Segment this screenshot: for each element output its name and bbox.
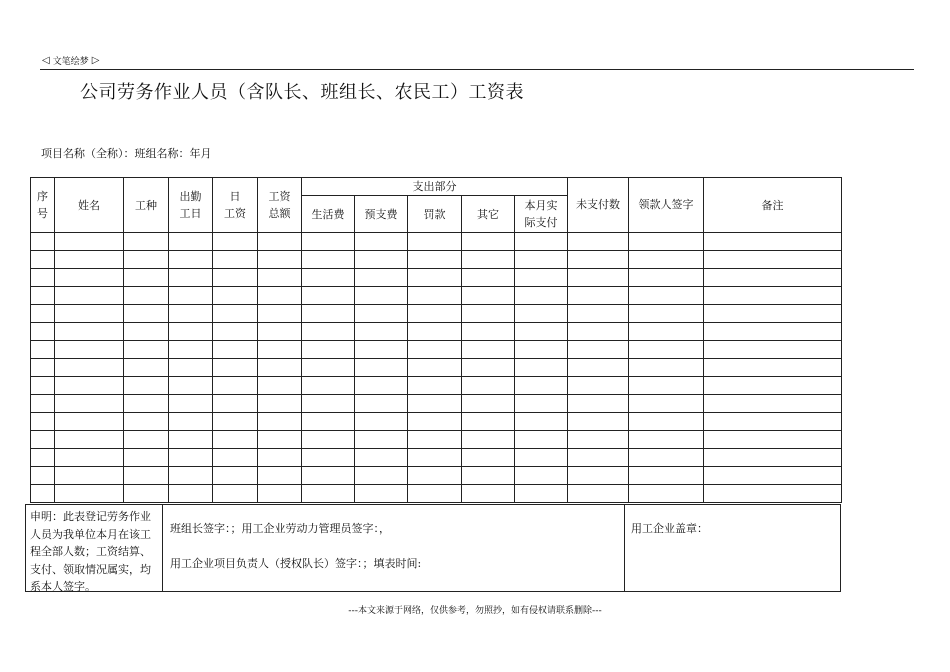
- table-cell: [355, 413, 408, 431]
- table-cell: [704, 323, 842, 341]
- table-cell: [55, 233, 124, 251]
- table-row: [31, 377, 842, 395]
- table-cell: [169, 359, 213, 377]
- table-cell: [629, 305, 704, 323]
- table-cell: [629, 413, 704, 431]
- table-cell: [355, 395, 408, 413]
- table-cell: [302, 323, 355, 341]
- col-total-header: 工资 总额: [258, 178, 302, 233]
- table-cell: [462, 413, 515, 431]
- table-cell: [408, 269, 462, 287]
- declaration-text: 申明：此表登记劳务作业人员为我单位本月在该工程全部人数；工资结算、支付、领取情况属实，均系本人签字。: [26, 505, 163, 591]
- table-cell: [515, 431, 568, 449]
- table-cell: [169, 413, 213, 431]
- table-cell: [55, 431, 124, 449]
- table-row: [31, 305, 842, 323]
- table-cell: [31, 251, 55, 269]
- table-cell: [408, 449, 462, 467]
- table-cell: [124, 341, 169, 359]
- table-cell: [302, 431, 355, 449]
- table-cell: [515, 449, 568, 467]
- table-cell: [169, 485, 213, 503]
- table-cell: [355, 449, 408, 467]
- table-cell: [355, 377, 408, 395]
- table-cell: [355, 467, 408, 485]
- table-cell: [408, 377, 462, 395]
- table-cell: [408, 305, 462, 323]
- table-cell: [169, 395, 213, 413]
- table-cell: [704, 359, 842, 377]
- table-row: [31, 233, 842, 251]
- table-cell: [169, 449, 213, 467]
- table-cell: [55, 377, 124, 395]
- table-cell: [258, 449, 302, 467]
- table-cell: [55, 449, 124, 467]
- col-expense-group-header: 支出部分: [302, 178, 568, 196]
- table-cell: [258, 359, 302, 377]
- table-cell: [629, 251, 704, 269]
- header-divider: [40, 69, 914, 70]
- table-cell: [169, 287, 213, 305]
- table-cell: [302, 269, 355, 287]
- table-cell: [124, 395, 169, 413]
- table-row: [31, 359, 842, 377]
- source-disclaimer: ---本文来源于网络，仅供参考，勿照抄，如有侵权请联系删除---: [348, 606, 602, 616]
- table-row: [31, 395, 842, 413]
- table-cell: [169, 251, 213, 269]
- table-cell: [704, 431, 842, 449]
- table-cell: [568, 431, 629, 449]
- table-cell: [462, 359, 515, 377]
- table-cell: [213, 431, 258, 449]
- table-cell: [124, 251, 169, 269]
- table-cell: [124, 485, 169, 503]
- table-cell: [355, 485, 408, 503]
- table-cell: [515, 395, 568, 413]
- table-cell: [462, 431, 515, 449]
- table-cell: [169, 269, 213, 287]
- table-cell: [704, 377, 842, 395]
- table-cell: [31, 467, 55, 485]
- table-cell: [213, 485, 258, 503]
- table-cell: [31, 413, 55, 431]
- table-cell: [515, 269, 568, 287]
- table-row: [31, 269, 842, 287]
- table-cell: [408, 287, 462, 305]
- signature-area: [163, 505, 625, 591]
- table-cell: [302, 359, 355, 377]
- table-row: [31, 413, 842, 431]
- table-cell: [169, 233, 213, 251]
- table-cell: [213, 323, 258, 341]
- table-cell: [213, 269, 258, 287]
- table-cell: [515, 341, 568, 359]
- table-cell: [124, 287, 169, 305]
- table-cell: [258, 395, 302, 413]
- table-cell: [462, 485, 515, 503]
- table-row: [31, 449, 842, 467]
- table-cell: [55, 251, 124, 269]
- table-cell: [213, 341, 258, 359]
- table-row: [31, 431, 842, 449]
- table-cell: [258, 467, 302, 485]
- table-cell: [515, 485, 568, 503]
- table-cell: [568, 251, 629, 269]
- table-cell: [169, 323, 213, 341]
- table-cell: [355, 269, 408, 287]
- table-cell: [408, 233, 462, 251]
- table-cell: [704, 341, 842, 359]
- col-seq-header: 序 号: [31, 178, 55, 233]
- table-cell: [568, 233, 629, 251]
- table-cell: [568, 341, 629, 359]
- table-cell: [302, 413, 355, 431]
- triangle-left-icon: ◁: [42, 55, 50, 66]
- project-info-line: 项目名称（全称）：班组名称：年月: [41, 147, 212, 160]
- table-cell: [31, 233, 55, 251]
- table-cell: [629, 341, 704, 359]
- table-cell: [124, 269, 169, 287]
- table-row: [31, 287, 842, 305]
- col-fine-header: 罚款: [408, 196, 462, 233]
- table-cell: [568, 323, 629, 341]
- table-cell: [462, 323, 515, 341]
- table-cell: [124, 449, 169, 467]
- table-cell: [124, 233, 169, 251]
- footer-section: [25, 504, 841, 592]
- table-cell: [704, 251, 842, 269]
- table-cell: [704, 449, 842, 467]
- table-cell: [515, 323, 568, 341]
- table-cell: [55, 269, 124, 287]
- table-cell: [55, 359, 124, 377]
- table-cell: [302, 449, 355, 467]
- table-cell: [169, 377, 213, 395]
- col-living-header: 生活费: [302, 196, 355, 233]
- table-cell: [258, 287, 302, 305]
- col-unpaid-header: 未支付数: [568, 178, 629, 233]
- table-cell: [462, 467, 515, 485]
- table-cell: [629, 377, 704, 395]
- table-cell: [515, 467, 568, 485]
- table-cell: [568, 377, 629, 395]
- table-cell: [355, 233, 408, 251]
- table-row: [31, 323, 842, 341]
- table-cell: [629, 323, 704, 341]
- table-cell: [629, 485, 704, 503]
- col-remark-header: 备注: [704, 178, 842, 233]
- table-cell: [568, 305, 629, 323]
- table-row: [31, 485, 842, 503]
- table-cell: [704, 485, 842, 503]
- table-cell: [462, 341, 515, 359]
- table-cell: [213, 467, 258, 485]
- table-cell: [355, 305, 408, 323]
- table-cell: [124, 377, 169, 395]
- table-cell: [258, 377, 302, 395]
- table-cell: [408, 413, 462, 431]
- table-cell: [55, 287, 124, 305]
- table-cell: [258, 269, 302, 287]
- table-cell: [31, 485, 55, 503]
- table-cell: [302, 251, 355, 269]
- table-cell: [515, 233, 568, 251]
- table-cell: [568, 467, 629, 485]
- table-cell: [515, 305, 568, 323]
- table-cell: [258, 413, 302, 431]
- table-cell: [629, 449, 704, 467]
- table-cell: [704, 305, 842, 323]
- table-cell: [169, 341, 213, 359]
- table-cell: [704, 287, 842, 305]
- table-cell: [355, 323, 408, 341]
- company-seal-label: 用工企业盖章：: [631, 522, 708, 535]
- table-cell: [302, 287, 355, 305]
- table-cell: [302, 233, 355, 251]
- table-cell: [568, 269, 629, 287]
- table-cell: [213, 287, 258, 305]
- table-cell: [515, 413, 568, 431]
- table-row: [31, 251, 842, 269]
- table-cell: [124, 431, 169, 449]
- table-cell: [213, 449, 258, 467]
- table-cell: [258, 485, 302, 503]
- col-sign-header: 领款人签字: [629, 178, 704, 233]
- col-attend-header: 出勤 工日: [169, 178, 213, 233]
- table-cell: [629, 431, 704, 449]
- table-cell: [408, 395, 462, 413]
- table-cell: [258, 323, 302, 341]
- table-cell: [408, 359, 462, 377]
- table-cell: [629, 467, 704, 485]
- table-cell: [213, 359, 258, 377]
- table-cell: [568, 485, 629, 503]
- table-cell: [31, 269, 55, 287]
- table-cell: [568, 287, 629, 305]
- table-cell: [704, 395, 842, 413]
- table-cell: [302, 485, 355, 503]
- table-cell: [124, 305, 169, 323]
- col-advance-header: 预支费: [355, 196, 408, 233]
- table-cell: [408, 323, 462, 341]
- table-cell: [31, 377, 55, 395]
- table-cell: [55, 323, 124, 341]
- table-cell: [629, 359, 704, 377]
- table-cell: [302, 467, 355, 485]
- table-cell: [462, 269, 515, 287]
- table-cell: [515, 377, 568, 395]
- table-cell: [213, 305, 258, 323]
- table-cell: [704, 413, 842, 431]
- table-cell: [408, 485, 462, 503]
- table-cell: [258, 305, 302, 323]
- table-row: [31, 467, 842, 485]
- table-cell: [31, 341, 55, 359]
- table-cell: [55, 413, 124, 431]
- table-cell: [515, 359, 568, 377]
- table-cell: [704, 269, 842, 287]
- table-cell: [302, 305, 355, 323]
- col-name-header: 姓名: [55, 178, 124, 233]
- table-cell: [704, 467, 842, 485]
- table-cell: [31, 431, 55, 449]
- table-cell: [515, 287, 568, 305]
- table-cell: [258, 341, 302, 359]
- table-cell: [213, 233, 258, 251]
- table-cell: [462, 251, 515, 269]
- table-cell: [55, 341, 124, 359]
- table-cell: [258, 431, 302, 449]
- table-cell: [302, 341, 355, 359]
- table-cell: [408, 467, 462, 485]
- table-cell: [169, 305, 213, 323]
- table-cell: [213, 413, 258, 431]
- col-actual-header: 本月实 际支付: [515, 196, 568, 233]
- table-cell: [31, 449, 55, 467]
- table-cell: [629, 287, 704, 305]
- table-cell: [302, 395, 355, 413]
- table-cell: [629, 395, 704, 413]
- page-header: [42, 54, 99, 67]
- table-cell: [55, 485, 124, 503]
- table-cell: [124, 323, 169, 341]
- table-cell: [515, 251, 568, 269]
- table-cell: [462, 233, 515, 251]
- table-cell: [462, 305, 515, 323]
- col-other-header: 其它: [462, 196, 515, 233]
- table-cell: [355, 251, 408, 269]
- col-daily-header: 日 工资: [213, 178, 258, 233]
- document-title: 公司劳务作业人员（含队长、班组长、农民工）工资表: [80, 82, 524, 103]
- table-cell: [408, 341, 462, 359]
- table-cell: [355, 287, 408, 305]
- table-cell: [31, 287, 55, 305]
- table-cell: [629, 233, 704, 251]
- table-cell: [355, 341, 408, 359]
- table-cell: [213, 395, 258, 413]
- table-cell: [213, 377, 258, 395]
- table-cell: [169, 467, 213, 485]
- table-cell: [462, 377, 515, 395]
- header-brand: 文笔绘梦: [52, 57, 89, 67]
- table-cell: [408, 431, 462, 449]
- table-cell: [462, 449, 515, 467]
- table-cell: [568, 413, 629, 431]
- table-cell: [213, 251, 258, 269]
- table-cell: [31, 305, 55, 323]
- triangle-right-icon: ▷: [91, 55, 100, 66]
- table-row: [31, 341, 842, 359]
- table-cell: [408, 251, 462, 269]
- col-type-header: 工种: [124, 178, 169, 233]
- table-cell: [124, 359, 169, 377]
- wage-table: [30, 177, 842, 503]
- table-cell: [31, 359, 55, 377]
- table-cell: [704, 233, 842, 251]
- table-cell: [568, 395, 629, 413]
- signature-line-1: 班组长签字：；用工企业劳动力管理员签字：，: [170, 522, 390, 535]
- table-cell: [355, 359, 408, 377]
- table-cell: [31, 395, 55, 413]
- table-cell: [169, 431, 213, 449]
- table-cell: [462, 395, 515, 413]
- table-cell: [124, 413, 169, 431]
- table-cell: [568, 449, 629, 467]
- table-cell: [302, 377, 355, 395]
- company-seal-area: [625, 505, 840, 591]
- table-cell: [55, 395, 124, 413]
- table-cell: [55, 467, 124, 485]
- table-cell: [462, 287, 515, 305]
- table-cell: [124, 467, 169, 485]
- table-cell: [258, 251, 302, 269]
- table-cell: [55, 305, 124, 323]
- table-cell: [355, 431, 408, 449]
- table-cell: [568, 359, 629, 377]
- signature-line-2: 用工企业项目负责人（授权队长）签字：；填表时间:: [170, 557, 422, 570]
- table-cell: [629, 269, 704, 287]
- table-cell: [258, 233, 302, 251]
- table-cell: [31, 323, 55, 341]
